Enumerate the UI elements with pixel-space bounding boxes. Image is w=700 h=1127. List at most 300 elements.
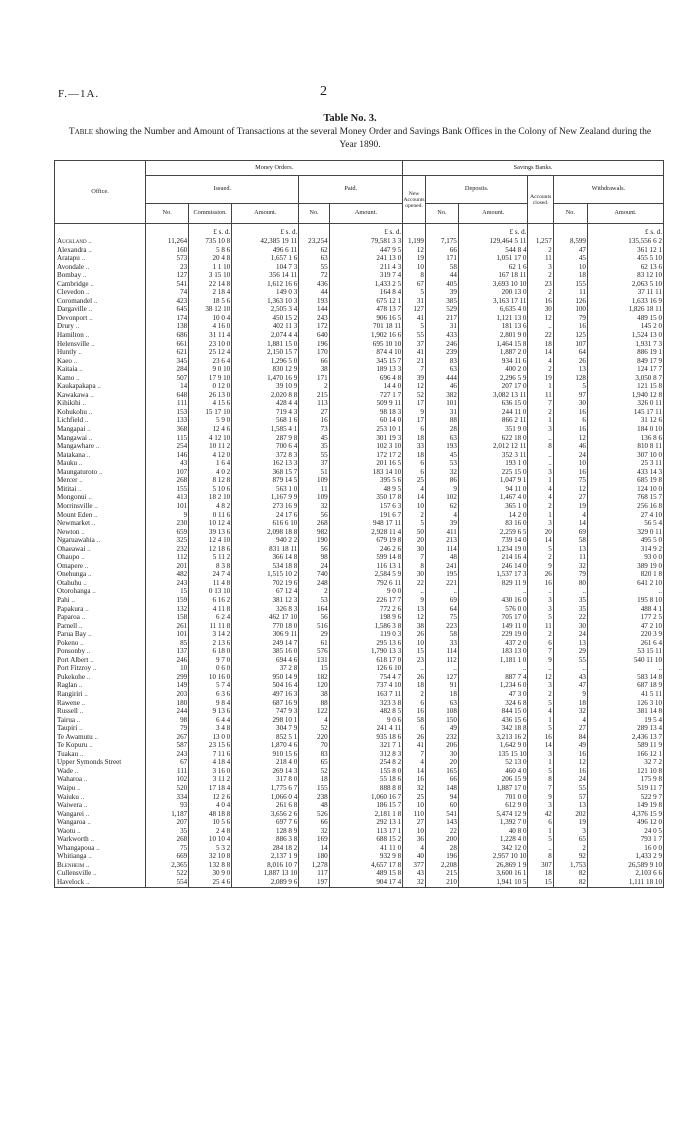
table-cell: 5 11 2 [189, 553, 232, 562]
table-cell: 33 [403, 442, 426, 451]
table-cell: 108 [425, 707, 458, 716]
table-cell: 622 18 0 [458, 434, 528, 443]
table-cell: 1,181 1 0 [458, 656, 528, 665]
table-cell: 13 [553, 365, 587, 374]
table-cell: 67 [403, 280, 426, 289]
table-cell: 80 [553, 579, 587, 588]
table-cell: 128 [553, 374, 587, 383]
table-cell: 4 [425, 511, 458, 520]
table-cell: 267 [146, 733, 189, 742]
table-cell: 10 12 4 [189, 519, 232, 528]
table-cell: 377 [403, 861, 426, 870]
table-cell: 5 [403, 288, 426, 297]
table-cell: 329 0 11 [587, 528, 663, 537]
table-cell: 509 9 11 [329, 399, 403, 408]
table-cell: 26 [553, 357, 587, 366]
table-cell: 382 [425, 391, 458, 400]
office-name: Alexandra .. [55, 246, 146, 255]
table-cell: 217 [425, 314, 458, 323]
table-cell: 24 [299, 562, 329, 571]
table-row [55, 861, 664, 870]
table-cell: 268 [146, 476, 189, 485]
table-cell: 111 [146, 767, 189, 776]
table-cell: 587 [146, 741, 189, 750]
table-cell: 189 13 3 [329, 365, 403, 374]
table-cell: 24 0 5 [587, 827, 663, 836]
table-cell: 621 [146, 348, 189, 357]
table-cell: 16 [553, 322, 587, 331]
table-cell: 70 [299, 741, 329, 750]
table-row [55, 254, 664, 263]
table-cell: 138 [146, 322, 189, 331]
table-cell: 8 [528, 852, 553, 861]
table-cell: 9 0 0 [329, 587, 403, 596]
table-cell: 169 [299, 835, 329, 844]
table-cell: 4,657 17 8 [329, 861, 403, 870]
table-cell: 1 [528, 716, 553, 725]
table-cell: 21 [403, 357, 426, 366]
table-cell: 129,464 5 11 [458, 237, 528, 246]
table-cell: 874 4 10 [329, 348, 403, 357]
table-cell: 112 [425, 656, 458, 665]
table-cell: 39 [403, 374, 426, 383]
office-name: Pokeno .. [55, 639, 146, 648]
table-row [55, 835, 664, 844]
table-cell: 30 [403, 570, 426, 579]
office-name: Otorohanga .. [55, 587, 146, 596]
table-cell: 6 16 2 [189, 596, 232, 605]
table-cell: 132 [146, 605, 189, 614]
table-cell: 1,467 4 0 [458, 493, 528, 502]
table-row [55, 639, 664, 648]
table-cell: 702 19 6 [232, 579, 299, 588]
table-cell: 155 [553, 280, 587, 289]
table-cell: 241 13 0 [329, 254, 403, 263]
table-cell: 30 [553, 622, 587, 631]
table-cell: 18 [403, 681, 426, 690]
table-row [55, 818, 664, 827]
table-row [55, 852, 664, 861]
table-cell: 62 [299, 246, 329, 255]
table-cell: 618 17 0 [329, 656, 403, 665]
table-cell: 27 [403, 818, 426, 827]
office-name: Wangarei .. [55, 810, 146, 819]
table-cell: 2,208 [425, 861, 458, 870]
table-cell: .. [458, 664, 528, 673]
table-cell: 1,931 7 3 [587, 340, 663, 349]
table-cell: 1,887 2 0 [458, 348, 528, 357]
unit-label: £ s. d. [232, 224, 299, 238]
table-cell: 520 [146, 784, 189, 793]
table-cell: 56 [299, 511, 329, 520]
table-cell: 112 [146, 553, 189, 562]
table-cell: 301 19 3 [329, 434, 403, 443]
table-cell: 15 [146, 587, 189, 596]
table-cell: 12 4 6 [189, 425, 232, 434]
table-cell: 31 11 4 [189, 331, 232, 340]
office-name: Mercer .. [55, 476, 146, 485]
office-name: Morrinsville .. [55, 502, 146, 511]
table-cell: 8,016 10 7 [232, 861, 299, 870]
table-cell: 155 [299, 784, 329, 793]
table-cell: 9 7 0 [189, 656, 232, 665]
office-name: Avondale .. [55, 263, 146, 272]
table-cell: .. [528, 434, 553, 443]
table-cell: 58 [403, 716, 426, 725]
table-cell: 206 15 9 [458, 775, 528, 784]
table-cell: 2 [528, 502, 553, 511]
table-cell: 688 15 2 [329, 835, 403, 844]
table-cell: 516 [299, 622, 329, 631]
table-cell: 5 [528, 724, 553, 733]
office-name: Omapere .. [55, 562, 146, 571]
table-cell: 159 [146, 596, 189, 605]
table-cell: 934 11 6 [458, 357, 528, 366]
table-cell: 41 [403, 741, 426, 750]
table-cell: 62 [425, 502, 458, 511]
table-cell: 6 3 6 [189, 690, 232, 699]
table-cell: 12 [553, 485, 587, 494]
office-name: Kamo .. [55, 374, 146, 383]
table-cell: 66 [299, 818, 329, 827]
table-cell: 226 17 7 [329, 596, 403, 605]
table-cell: 2,928 11 4 [329, 528, 403, 537]
table-cell: 60 [425, 801, 458, 810]
table-cell: 1 1 10 [189, 263, 232, 272]
table-cell: 148 [425, 784, 458, 793]
table-cell: 97 [553, 391, 587, 400]
table-cell: 47 2 10 [587, 622, 663, 631]
table-cell: 30 [425, 750, 458, 759]
table-cell: 43 [553, 673, 587, 682]
table-row [55, 801, 664, 810]
table-cell: 489 15 0 [587, 314, 663, 323]
office-name: Lichfield .. [55, 416, 146, 425]
table-cell: 190 [299, 536, 329, 545]
table-cell: 3 [528, 468, 553, 477]
table-cell: 109 [299, 476, 329, 485]
table-cell: 352 3 11 [458, 451, 528, 460]
table-cell: .. [587, 664, 663, 673]
table-cell: 201 16 5 [329, 459, 403, 468]
table-cell: 243 [299, 314, 329, 323]
table-cell: 368 15 7 [232, 468, 299, 477]
table-cell: 10 10 4 [189, 835, 232, 844]
table-cell: 700 6 4 [232, 442, 299, 451]
unit-label: £ s. d. [587, 224, 663, 238]
table-cell: .. [528, 459, 553, 468]
table-cell: 12 4 10 [189, 536, 232, 545]
table-row [55, 758, 664, 767]
table-cell: 2,150 15 7 [232, 348, 299, 357]
table-cell: 11,264 [146, 237, 189, 246]
table-cell: 1 [528, 416, 553, 425]
table-cell: 6 [553, 416, 587, 425]
table-row [55, 434, 664, 443]
office-name: Devonport .. [55, 314, 146, 323]
table-cell: 33 [425, 639, 458, 648]
table-cell: 2,296 5 9 [458, 374, 528, 383]
table-cell: 35 [299, 442, 329, 451]
table-cell: 9 0 10 [189, 365, 232, 374]
table-cell: 737 4 10 [329, 681, 403, 690]
table-cell: 35 [553, 605, 587, 614]
office-name: Kawakawa .. [55, 391, 146, 400]
table-cell: 540 11 10 [587, 656, 663, 665]
table-cell: 221 [425, 579, 458, 588]
table-cell: 14 [528, 741, 553, 750]
table-cell: 705 17 0 [458, 613, 528, 622]
table-cell: 213 [425, 536, 458, 545]
table-cell: 23 15 6 [189, 741, 232, 750]
table-cell: 910 15 6 [232, 750, 299, 759]
table-cell: 225 15 0 [458, 468, 528, 477]
table-cell: 299 [146, 673, 189, 682]
table-cell: 26 [403, 673, 426, 682]
table-cell: 430 16 0 [458, 596, 528, 605]
table-cell: 66 [425, 246, 458, 255]
table-cell: 47 [553, 246, 587, 255]
table-cell: 164 8 4 [329, 288, 403, 297]
table-cell: 701 0 0 [458, 793, 528, 802]
table-cell: 88 [425, 416, 458, 425]
table-row [55, 288, 664, 297]
table-row [55, 869, 664, 878]
table-cell: 48 [425, 553, 458, 562]
table-cell: 246 14 0 [458, 562, 528, 571]
table-cell: .. [553, 587, 587, 596]
table-cell: 229 19 0 [458, 630, 528, 639]
table-cell: 568 1 6 [232, 416, 299, 425]
table-cell: 25 4 6 [189, 878, 232, 887]
table-cell: 1,278 [299, 861, 329, 870]
table-cell: 5 [528, 613, 553, 622]
table-cell: 482 8 5 [329, 707, 403, 716]
table-row [55, 647, 664, 656]
office-name: Cambridge .. [55, 280, 146, 289]
table-cell: 196 [299, 340, 329, 349]
table-cell: 116 13 1 [329, 562, 403, 571]
table-cell: 218 4 0 [232, 758, 299, 767]
table-cell: 20 [425, 758, 458, 767]
table-cell: 735 10 8 [189, 237, 232, 246]
table-cell: 2,801 9 0 [458, 331, 528, 340]
office-name: Mangawai .. [55, 434, 146, 443]
office-name: Parua Bay .. [55, 630, 146, 639]
table-cell: 164 [299, 605, 329, 614]
office-name: Otahuhu .. [55, 579, 146, 588]
office-name: Waharoa .. [55, 775, 146, 784]
table-cell: 44 [425, 271, 458, 280]
table-cell: 3 14 2 [189, 630, 232, 639]
table-cell: 23 10 0 [189, 340, 232, 349]
table-cell: 22 [553, 613, 587, 622]
table-cell: 149 19 8 [587, 801, 663, 810]
office-name: Kaitaia .. [55, 365, 146, 374]
table-cell: 950 14 9 [232, 673, 299, 682]
table-cell: 697 7 6 [232, 818, 299, 827]
table-cell: 2,089 9 6 [232, 878, 299, 887]
table-cell: 113 17 1 [329, 827, 403, 836]
table-cell: 12 [403, 246, 426, 255]
table-cell: 14 2 0 [458, 511, 528, 520]
table-cell: 86 [425, 476, 458, 485]
table-row [55, 468, 664, 477]
table-row [55, 570, 664, 579]
table-cell: 195 [425, 570, 458, 579]
table-cell: 2,584 5 9 [329, 570, 403, 579]
table-cell: 1,051 17 0 [458, 254, 528, 263]
table-cell: 879 14 5 [232, 476, 299, 485]
table-cell: 1,199 [403, 237, 426, 246]
table-cell: 200 13 0 [458, 288, 528, 297]
table-cell: 1,775 6 7 [232, 784, 299, 793]
table-cell: 886 3 8 [232, 835, 299, 844]
office-name: Waiuku .. [55, 793, 146, 802]
table-cell: 107 [146, 468, 189, 477]
table-cell: 12 [403, 382, 426, 391]
table-row [55, 399, 664, 408]
table-cell: 2,505 3 4 [232, 305, 299, 314]
table-cell: 32 [403, 784, 426, 793]
table-cell: 948 17 11 [329, 519, 403, 528]
table-row [55, 271, 664, 280]
table-cell: 4 0 2 [189, 468, 232, 477]
table-row [55, 587, 664, 596]
table-cell: 121 10 8 [587, 767, 663, 776]
table-cell: 16 [528, 579, 553, 588]
table-cell: 195 8 10 [587, 596, 663, 605]
table-row [55, 767, 664, 776]
table-cell: 563 1 0 [232, 485, 299, 494]
table-cell: 12 [403, 613, 426, 622]
table-row [55, 416, 664, 425]
table-cell: 193 [299, 297, 329, 306]
table-cell: 366 14 8 [232, 553, 299, 562]
table-cell: 155 8 0 [329, 767, 403, 776]
col-paid-no: No. [299, 204, 329, 224]
table-cell: 541 [146, 280, 189, 289]
office-name: Newmarket .. [55, 519, 146, 528]
table-cell: 1,111 18 10 [587, 878, 663, 887]
table-cell: 246 [146, 656, 189, 665]
table-row [55, 630, 664, 639]
table-cell: 3 15 10 [189, 271, 232, 280]
table-cell: 23 [146, 263, 189, 272]
table-cell: 496 6 11 [232, 246, 299, 255]
table-cell: 482 [146, 570, 189, 579]
table-cell: 599 14 8 [329, 553, 403, 562]
table-cell: 202 [553, 810, 587, 819]
office-name: Wade .. [55, 767, 146, 776]
table-cell: 9 [528, 656, 553, 665]
table-cell: 9 [528, 562, 553, 571]
table-cell: 5,474 12 9 [458, 810, 528, 819]
table-cell: 45 [553, 254, 587, 263]
office-name: Mangapai .. [55, 425, 146, 434]
table-cell: 10 0 4 [189, 314, 232, 323]
office-name: Taupiri .. [55, 724, 146, 733]
table-cell: 14 4 0 [329, 382, 403, 391]
table-cell: 2 [299, 382, 329, 391]
table-cell: 351 9 0 [458, 425, 528, 434]
table-cell: 616 6 10 [232, 519, 299, 528]
table-cell: 820 1 8 [587, 570, 663, 579]
table-row [55, 613, 664, 622]
table-cell: 13 0 0 [189, 733, 232, 742]
table-cell: 53 [299, 596, 329, 605]
office-name: Helensville .. [55, 340, 146, 349]
table-cell: 19 [528, 374, 553, 383]
table-cell: 26,869 1 9 [458, 861, 528, 870]
table-cell: 186 15 7 [329, 801, 403, 810]
table-row [55, 280, 664, 289]
table-cell: 84 [553, 733, 587, 742]
table-cell: 583 14 8 [587, 673, 663, 682]
table-cell: 6 [403, 425, 426, 434]
table-cell: .. [587, 587, 663, 596]
table-cell: 1,167 9 9 [232, 493, 299, 502]
table-cell: 365 1 0 [458, 502, 528, 511]
table-cell: 932 9 8 [329, 852, 403, 861]
table-cell: 507 [146, 374, 189, 383]
table-cell: 423 [146, 297, 189, 306]
table-cell: 887 7 4 [458, 673, 528, 682]
table-cell: 14 [403, 493, 426, 502]
table-cell: 437 2 0 [458, 639, 528, 648]
table-cell: 239 [425, 348, 458, 357]
table-cell: 56 [299, 545, 329, 554]
table-cell: 117 [299, 869, 329, 878]
table-cell: 6 18 0 [189, 647, 232, 656]
table-cell: 8 [403, 271, 426, 280]
office-name: Russell .. [55, 707, 146, 716]
table-cell: 4 [403, 485, 426, 494]
table-cell: 5 [528, 699, 553, 708]
table-cell: 6 [403, 468, 426, 477]
table-cell: 298 10 1 [232, 716, 299, 725]
table-row [55, 305, 664, 314]
table-cell: 67 12 4 [232, 587, 299, 596]
table-cell: 32 [299, 502, 329, 511]
table-cell: 146 [146, 451, 189, 460]
table-cell: 52 [299, 724, 329, 733]
col-withdrawals-no: No. [553, 204, 587, 224]
table-row [55, 656, 664, 665]
office-name: Ohaeawai .. [55, 545, 146, 554]
table-cell: 5 3 2 [189, 844, 232, 853]
table-cell: 2,020 8 8 [232, 391, 299, 400]
table-row [55, 322, 664, 331]
table-cell: 241 [425, 562, 458, 571]
table-cell: 149 11 0 [458, 622, 528, 631]
table-cell: 739 14 0 [458, 536, 528, 545]
table-cell: 153 [146, 408, 189, 417]
office-name: Waipu .. [55, 784, 146, 793]
table-cell: 42 [528, 810, 553, 819]
table-cell: 12 2 6 [189, 793, 232, 802]
col-deposits: Deposits. [425, 176, 528, 204]
table-cell: 640 [299, 331, 329, 340]
table-cell: 215 [299, 391, 329, 400]
table-cell: 345 [146, 357, 189, 366]
table-cell: 210 [425, 878, 458, 887]
table-row [55, 775, 664, 784]
table-cell: 6,635 4 0 [458, 305, 528, 314]
table-cell: 254 8 2 [329, 758, 403, 767]
table-cell: 73 [299, 425, 329, 434]
table-cell: 26,589 9 10 [587, 861, 663, 870]
